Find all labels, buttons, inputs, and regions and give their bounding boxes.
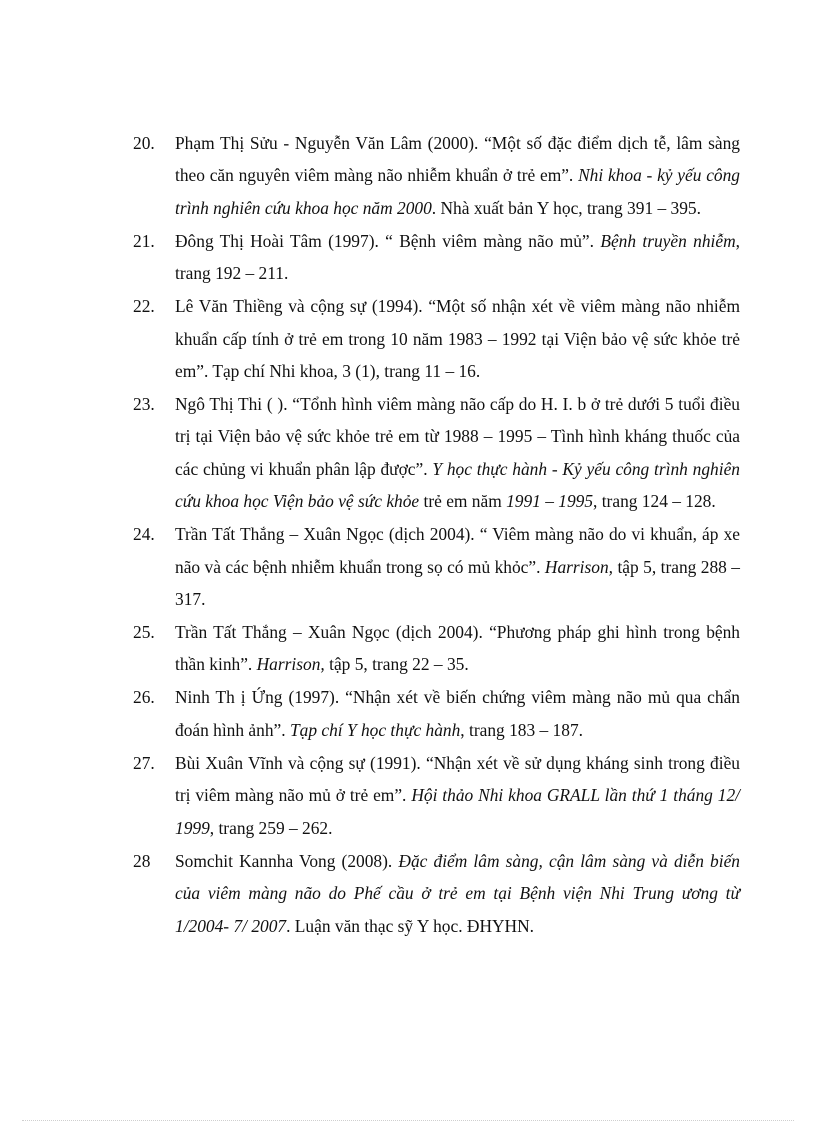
reference-number: 25.: [133, 622, 155, 643]
reference-item: [132, 616, 740, 681]
reference-title-italic: Harrison,: [544, 556, 614, 577]
reference-title-italic: Tạp chí Y học thực hành: [289, 719, 461, 740]
reference-number: 20.: [133, 133, 155, 153]
reference-text: [175, 622, 740, 674]
reference-number: 23.: [133, 394, 155, 415]
reference-text: [175, 296, 740, 381]
reference-text-segment: Đông Thị Hoài Tâm (1997). “ Bệnh viêm màng não mủ”.: [175, 230, 601, 251]
reference-text: [175, 394, 740, 511]
reference-title-italic: Harrison,: [256, 654, 325, 675]
reference-text-segment: . Nhà xuất bản Y học, trang 391 – 395.: [431, 197, 701, 218]
reference-text-segment: Ngô Thị Thi ( ). “Tổnh hình viêm màng não cấp do H. I. b ở trẻ dưới 5 tuổi điều trị tại Viện bảo vệ sức khỏe trẻ em từ 1988 – 1995 – Tình hình kháng thuốc của các chủng vi khuẩn phân lập được”.: [175, 394, 740, 479]
reference-item: [132, 845, 740, 942]
reference-text-segment: tập 5, trang 22 – 35.: [324, 654, 469, 675]
reference-number: 26.: [133, 687, 155, 708]
reference-text-segment: , trang 124 – 128.: [593, 491, 716, 512]
reference-list: [132, 127, 740, 942]
reference-text-segment: trẻ em năm: [419, 491, 507, 512]
reference-text-segment: Bùi Xuân Vĩnh và cộng sự (1991). “Nhận xét về sử dụng kháng sinh trong điều trị viêm màng não mủ ở trẻ em”.: [175, 752, 740, 806]
reference-text-segment: tập 5, trang 288 – 317.: [175, 556, 740, 610]
reference-title-italic: 1991 – 1995: [506, 491, 594, 512]
reference-number: 28: [133, 850, 151, 871]
reference-title-italic: Nhi khoa - kỷ yếu công trình nghiên cứu khoa học năm 2000: [175, 165, 740, 218]
reference-item: [132, 388, 740, 518]
reference-item: [132, 127, 740, 224]
reference-text-segment: Ninh Th ị Ứng (1997). “Nhận xét về biến chứng viêm màng não mủ qua chẩn đoán hình ảnh”.: [175, 687, 740, 740]
reference-number: 27.: [133, 752, 155, 773]
reference-title-italic: Y học thực hành - Kỷ yếu công trình nghiên cứu khoa học Viện bảo vệ sức khỏe: [175, 458, 740, 512]
reference-text-segment: . Luận văn thạc sỹ Y học. ĐHYHN.: [286, 915, 535, 936]
reference-text-segment: , trang 192 – 211.: [175, 230, 740, 284]
reference-text: [175, 851, 740, 936]
reference-number: 22.: [133, 296, 155, 317]
reference-text-segment: Trần Tất Thắng – Xuân Ngọc (dịch 2004). “ Viêm màng não do vi khuẩn, áp xe não và các bệnh nhiễm khuẩn trong sọ có mủ khỏc”.: [175, 524, 740, 577]
reference-item: [132, 747, 740, 844]
reference-title-italic: Hội thảo Nhi khoa GRALL lần thứ 1 tháng 12/ 1999: [175, 785, 741, 838]
reference-text-segment: , trang 259 – 262.: [209, 817, 333, 838]
reference-text-segment: Phạm Thị Sửu - Nguyễn Văn Lâm (2000). “Một số đặc điểm dịch tễ, lâm sàng theo căn nguyên viêm màng não nhiễm khuẩn ở trẻ em”.: [175, 133, 740, 186]
page-bottom-divider: [22, 1120, 794, 1121]
reference-text: [175, 524, 740, 609]
reference-text-segment: Somchit Kannha Vong (2008).: [175, 850, 399, 871]
reference-text-segment: Trần Tất Thắng – Xuân Ngọc (dịch 2004). “Phương pháp ghi hình trong bệnh thần kinh”.: [175, 622, 740, 675]
reference-text: [175, 753, 740, 838]
reference-title-italic: Bệnh truyền nhiễm: [600, 230, 736, 251]
reference-text: [175, 231, 740, 283]
reference-item: [132, 290, 740, 387]
reference-number: 24.: [133, 524, 155, 545]
reference-number: 21.: [133, 230, 155, 251]
reference-title-italic: Đặc điểm lâm sàng, cận lâm sàng và diễn biến của viêm màng não do Phế cầu ở trẻ em tại Bệnh viện Nhi Trung ương từ 1/2004- 7/ 2007: [175, 850, 740, 936]
reference-item: [132, 225, 740, 290]
reference-item: [132, 681, 740, 746]
reference-item: [132, 518, 740, 615]
reference-text: [175, 133, 740, 218]
reference-text: [175, 687, 740, 739]
reference-text-segment: , trang 183 – 187.: [460, 719, 583, 740]
reference-text-segment: Lê Văn Thiềng và cộng sự (1994). “Một số nhận xét về viêm màng não nhiễm khuẩn cấp tính ở trẻ em trong 10 năm 1983 – 1992 tại Viện bảo vệ sức khỏe trẻ em”. Tạp chí Nhi khoa, 3 (1), trang 11 – 16.: [175, 296, 740, 382]
